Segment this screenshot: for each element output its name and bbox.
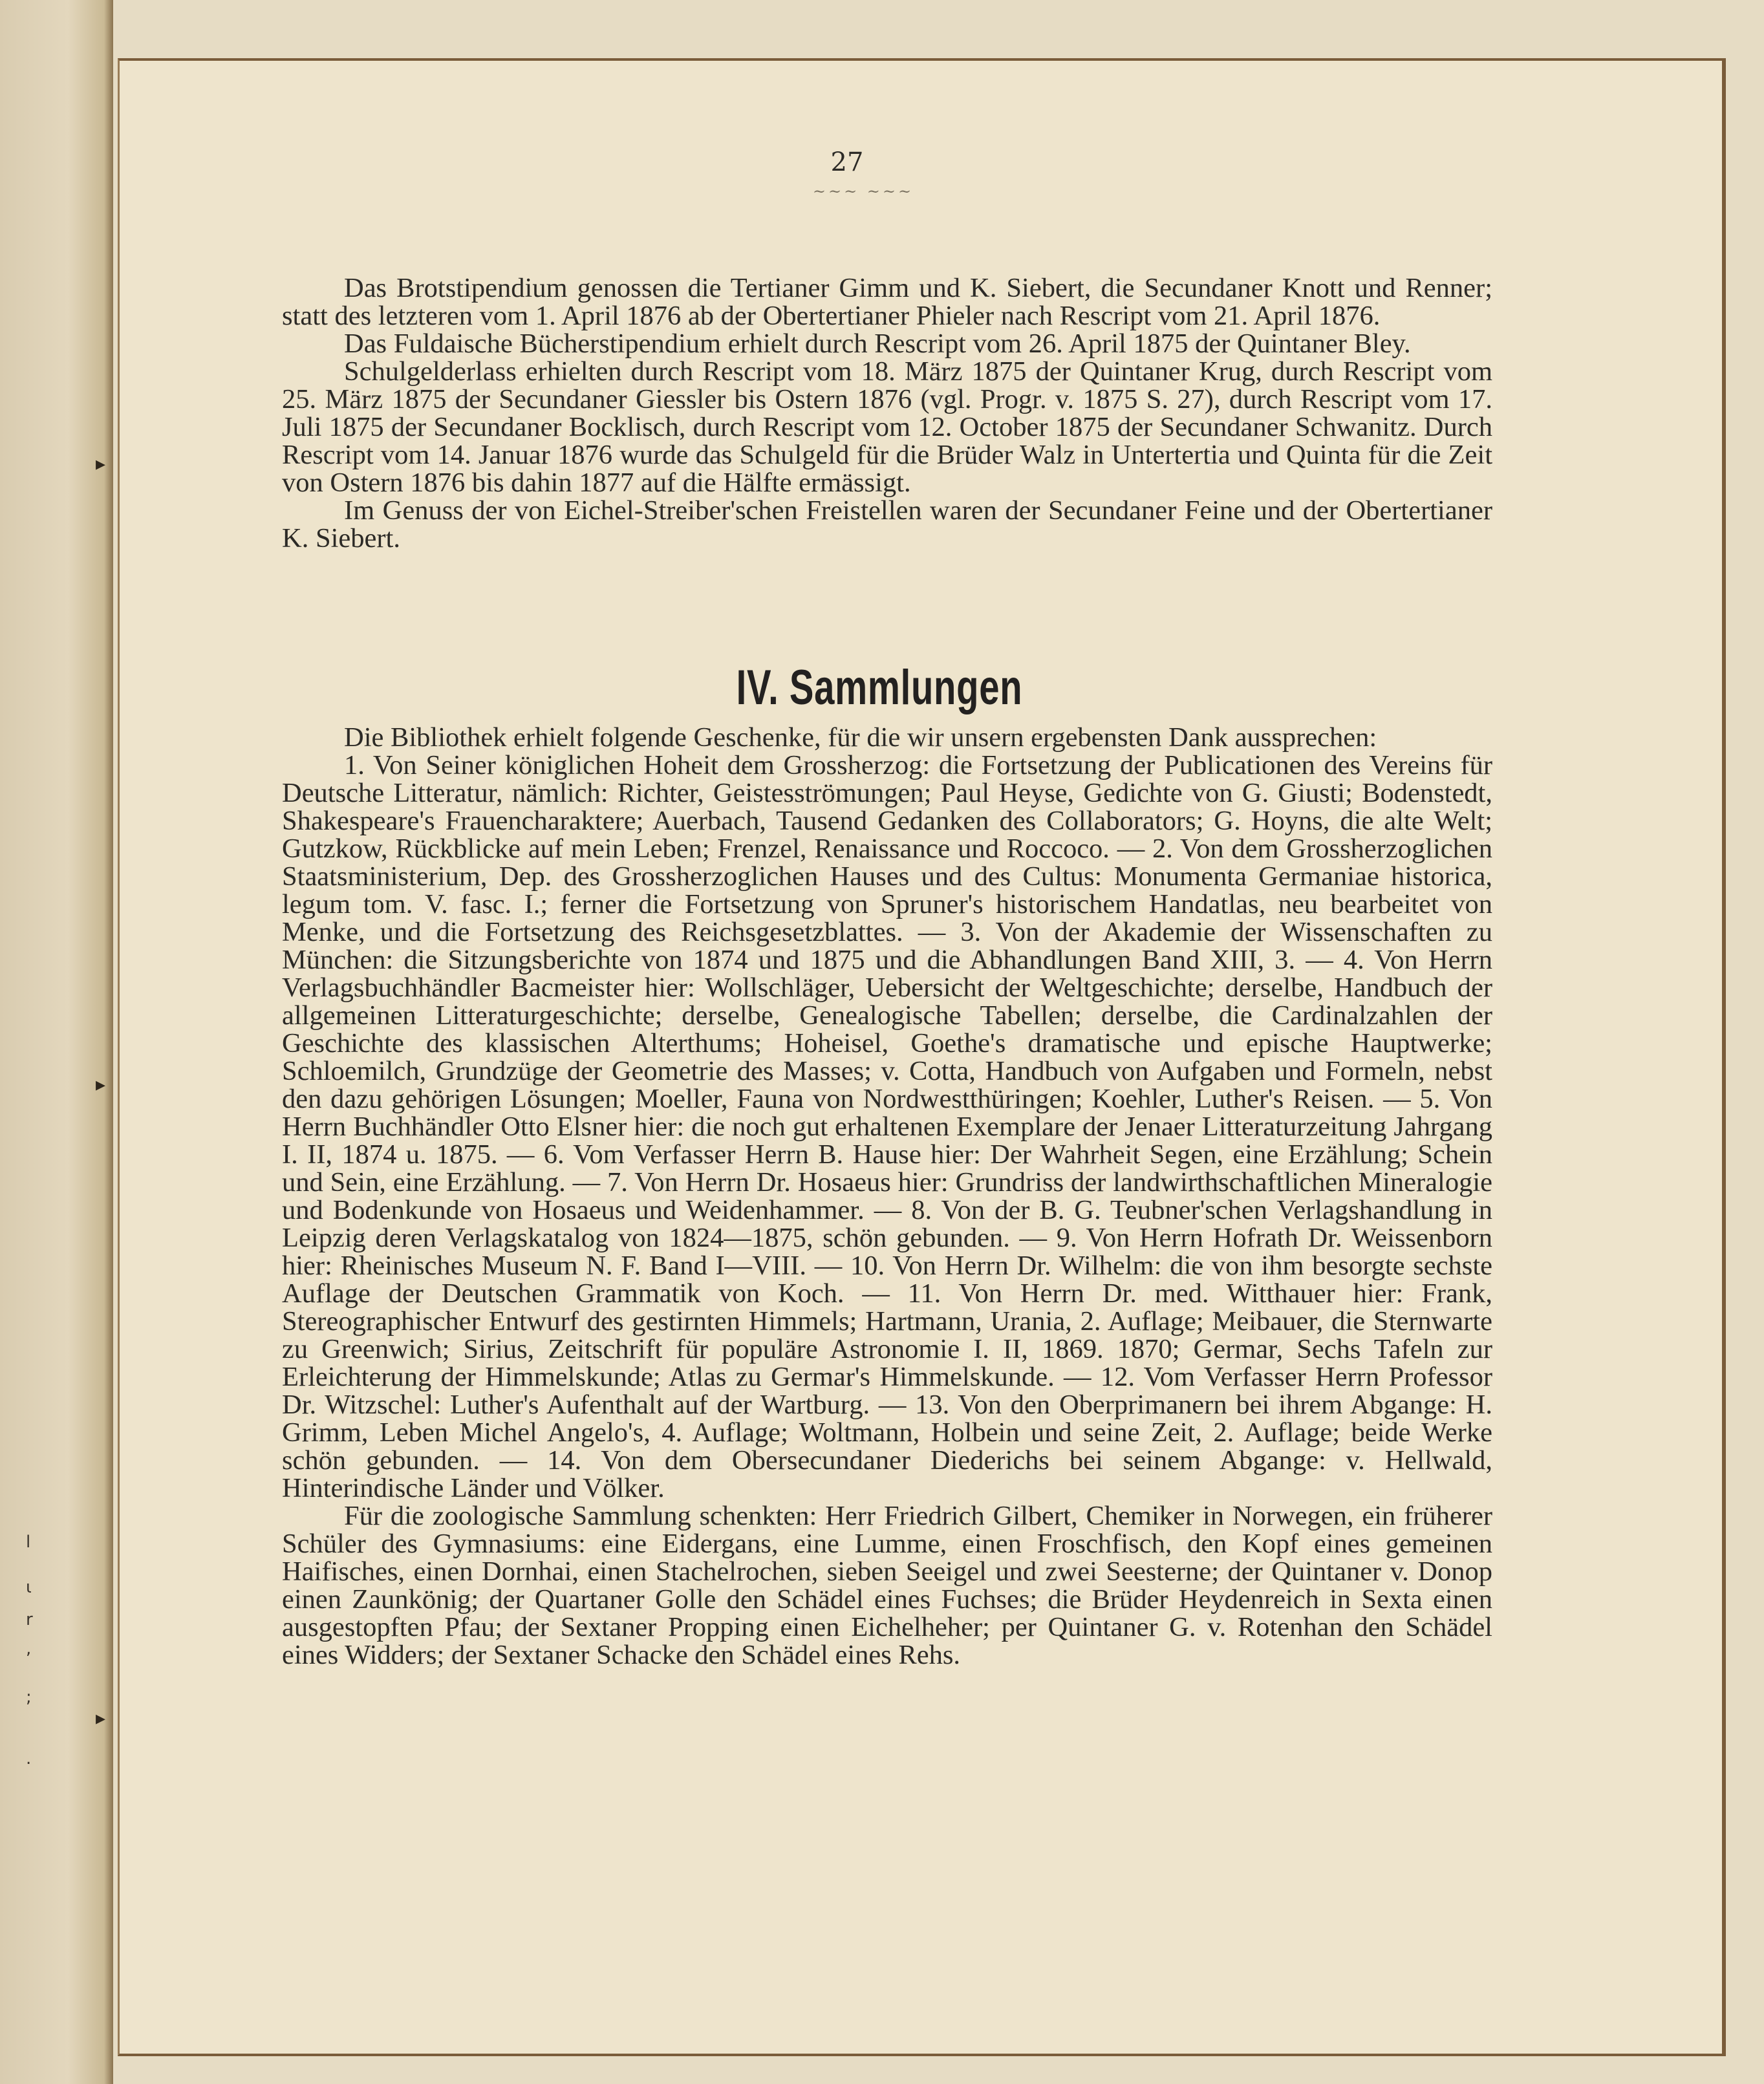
paragraph-bibliothek-geschenke: 1. Von Seiner königlichen Hoheit dem Grossherzog: die Fortsetzung der Publicationen des Vereins für Deutsche Litteratur, nämlich: Richter, Geistesströmungen; Paul Heyse, Gedichte von G. Giusti; Bodenstedt, Shakespeare's Frauencharaktere; Auerbach, Tausend Gedanken des Collaborators; G. Hoyns, die alte Welt; Gutzkow, Rückblicke auf mein Leben; Frenzel, Renaissance und Roccoco. — 2. Von dem Grossherzoglichen Staatsministerium, Dep. des Grossherzoglichen Hauses und des Cultus: Monumenta Germaniae historica, legum tom. V. fasc. I.; ferner die Fortsetzung von Spruner's historischem Handatlas, neu bearbeitet von Menke, und die Fortsetzung des Reichsgesetzblattes. — 3. Von der Akademie der Wissenschaften zu München: die Sitzungsberichte von 1874 und 1875 und die Abhandlungen Band XIII, 3. — 4. Von Herrn Verlagsbuchhändler Bacmeister hier: Wollschläger, Uebersicht der Weltgeschichte; derselbe, Handbuch der allgemeinen Litteraturgeschichte; derselbe, Genealogische Tabellen; derselbe, die Cardinalzahlen der Geschichte des klassischen Alterthums; Hoheisel, Goethe's dramatische und epische Hauptwerke; Schloemilch, Grundzüge der Geometrie des Masses; v. Cotta, Handbuch von Aufgaben und Formeln, nebst den dazu gehörigen Lösungen; Moeller, Fauna von Nordwestthüringen; Koehler, Luther's Reisen. — 5. Von Herrn Buchhändler Otto Elsner hier: die noch gut erhaltenen Exemplare der Jenaer Litteraturzeitung Jahrgang I. II, 1874 u. 1875. — 6. Vom Verfasser Herrn B. Hause hier: Der Wahrheit Segen, eine Erzählung; Schein und Sein, eine Erzählung. — 7. Von Herrn Dr. Hosaeus hier: Grundriss der landwirthschaftlichen Mineralogie und Bodenkunde von Hosaeus und Weidenhammer. — 8. Von der B. G. Teubner'schen Verlagshandlung in Leipzig deren Verlagskatalog von 1824—1875, schön gebunden. — 9. Von Herrn Hofrath Dr. Weissenborn hier: Rheinisches Museum N. F. Band I—VIII. — 10. Von Herrn Dr. Wilhelm: die von ihm besorgte sechste Auflage der Deutschen Grammatik von Koch. — 11. Von Herrn Dr. med. Witthauer hier: Frank, Stereographischer Entwurf des gestirnten Himmels; Hartmann, Urania, 2. Auflage; Meibauer, die Sternwarte zu Greenwich; Sirius, Zeitschrift für populäre Astronomie I. II, 1869. 1870; Germar, Sechs Tafeln zur Erleichterung der Himmelskunde; Atlas zu Germar's Himmelskunde. — 12. Vom Verfasser Herrn Professor Dr. Witzschel: Luther's Aufenthalt auf der Wartburg. — 13. Von den Oberprimanern bei ihrem Abgange: H. Grimm, Leben Michel Angelo's, 4. Auflage; Woltmann, Holbein und seine Zeit, 2. Auflage; beide Werke schön gebunden. — 14. Von dem Obersecundaner Diederichs bei seinem Abgange: v. Hellwald, Hinterindische Länder und Völker. <box>282 750 1492 1503</box>
facing-page-edge <box>0 0 113 2084</box>
binding-arrow-icon: ▸ <box>96 1073 106 1096</box>
margin-mark: r <box>26 1610 33 1629</box>
binding-arrow-icon: ▸ <box>96 453 106 475</box>
stipend-section <box>282 274 1492 552</box>
paragraph-brotstipendium: Das Brotstipendium genossen die Tertianer Gimm und K. Siebert, die Secundaner Knott und Renner; statt des letzteren vom 1. April 1876 ab der Obertertianer Phieler nach Rescript vom 21. April 1876. <box>282 273 1492 331</box>
margin-mark: . <box>26 1749 32 1768</box>
margin-mark: ι <box>26 1578 32 1597</box>
paragraph-freistellen: Im Genuss der von Eichel-Streiber'schen Freistellen waren der Secundaner Feine und der Obertertianer K. Siebert. <box>282 495 1492 553</box>
margin-mark: l <box>26 1532 31 1552</box>
margin-mark: , <box>26 1639 32 1659</box>
paragraph-schulgelderlass: Schulgelderlass erhielten durch Rescript vom 18. März 1875 der Quintaner Krug, durch Rescript vom 25. März 1875 der Secundaner Giessler bis Ostern 1876 (vgl. Progr. v. 1875 S. 27), durch Rescript vom 17. Juli 1875 der Secundaner Bocklisch, durch Rescript vom 12. October 1875 der Secundaner Schwanitz. Durch Rescript vom 14. Januar 1876 wurde das Schulgeld für die Brüder Walz in Untertertia und Quinta für die Zeit von Ostern 1876 bis dahin 1877 auf die Hälfte ermässigt. <box>282 356 1492 498</box>
collections-section <box>282 724 1492 1669</box>
page-number: 27 <box>830 147 864 177</box>
margin-mark: ; <box>26 1688 32 1707</box>
paragraph-zoologische-sammlung: Für die zoologische Sammlung schenkten: Herr Friedrich Gilbert, Chemiker in Norwegen, ein früherer Schüler des Gymnasiums: eine Eidergans, eine Lumme, einen Froschfisch, den Kopf eines gemeinen Haifisches, einen Dornhai, einen Stachelrochen, sieben Seeigel und zwei Seesterne; der Quintaner v. Donop einen Zaunkönig; der Quartaner Golle den Schädel eines Fuchses; die Brüder Heydenreich in Sexta einen ausgestopften Pfau; der Sextaner Propping einen Eichelheher; per Quintaner G. v. Rotenhan den Schädel eines Widders; der Sextaner Schacke den Schädel eines Rehs. <box>282 1501 1492 1670</box>
paragraph-bibliothek-intro: Die Bibliothek erhielt folgende Geschenke, für die wir unsern ergebensten Dank aussprechen: <box>344 722 1377 753</box>
binding-arrow-icon: ▸ <box>96 1707 106 1730</box>
section-heading: IV. Sammlungen <box>736 660 1023 715</box>
page-number-ornament: ~~~ ~~~ <box>812 182 914 200</box>
paragraph-buecherstipendium: Das Fuldaische Bücherstipendium erhielt durch Rescript vom 26. April 1875 der Quintaner Bley. <box>344 328 1411 359</box>
